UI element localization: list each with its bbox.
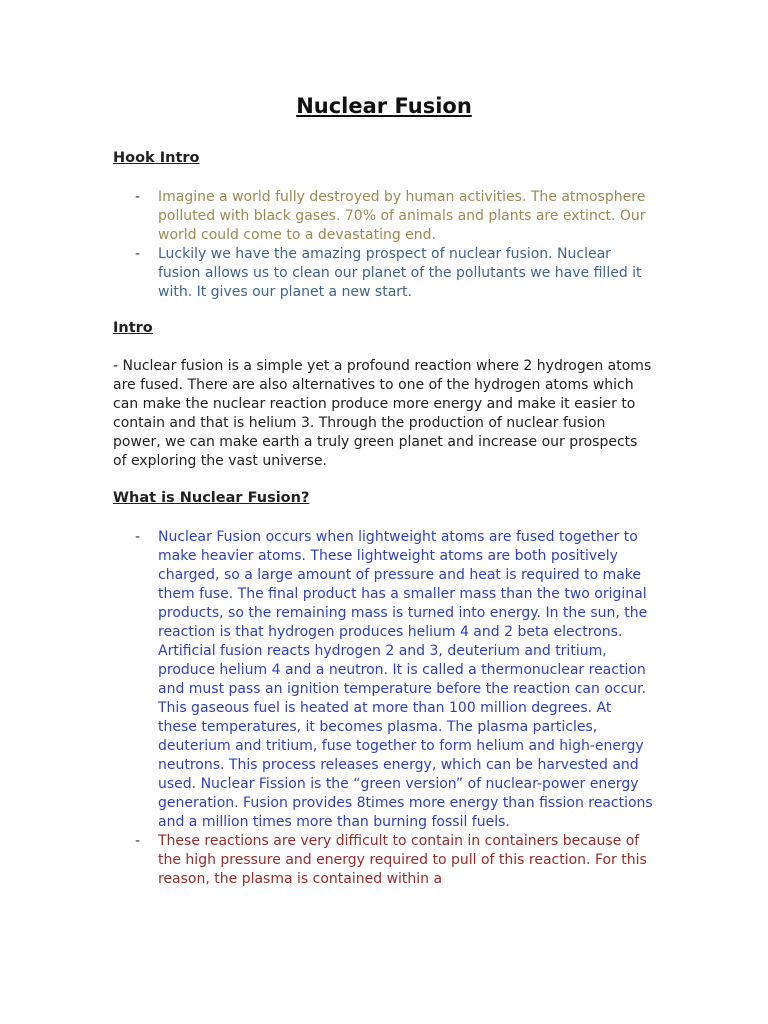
page-title: Nuclear Fusion (296, 94, 472, 118)
list-item-text: Luckily we have the amazing prospect of nuclear fusion. Nuclear fusion allows us to clean our planet of the pollutants we have filled it with. It gives our planet a new start. (158, 246, 642, 300)
bullet-marker: - (135, 246, 141, 262)
bullet-marker: - (135, 833, 141, 849)
list-item (113, 832, 653, 889)
section-heading-intro: Intro (113, 320, 153, 336)
list-item (113, 188, 653, 245)
list-item (113, 245, 653, 302)
list-item-text: These reactions are very difficult to contain in containers because of the high pressure and energy required to pull of this reaction. For this reason, the plasma is contained within a (158, 833, 647, 887)
list-item-text: Nuclear Fusion occurs when lightweight atoms are fused together to make heavier atoms. These lightweight atoms are both positively charged, so a large amount of pressure and heat is required to make them fuse. The final product has a smaller mass than the two original products, so the remaining mass is turned into energy. In the sun, the reaction is that hydrogen produces helium 4 and 2 beta electrons. Artificial fusion reacts hydrogen 2 and 3, deuterium and tritium, produce helium 4 and a neutron. It is called a thermonuclear reaction and must pass an ignition temperature before the reaction can occur. This gaseous fuel is heated at more than 100 million degrees. At these temperatures, it becomes plasma. The plasma particles, deuterium and tritium, fuse together to form helium and high-energy neutrons. This process releases energy, which can be harvested and used. Nuclear Fission is the “green version” of nuclear-power energy generation. Fusion provides 8times more energy than fission reactions and a million times more than burning fossil fuels. (158, 529, 653, 830)
hook-intro-list (113, 188, 653, 302)
list-item (113, 528, 653, 832)
intro-paragraph: - Nuclear fusion is a simple yet a profound reaction where 2 hydrogen atoms are fused. There are also alternatives to one of the hydrogen atoms which can make the nuclear reaction produce more energy and make it easier to contain and that is helium 3. Through the production of nuclear fusion power, we can make earth a truly green planet and increase our prospects of exploring the vast universe. (113, 358, 652, 469)
what-is-fusion-list (113, 528, 653, 889)
section-heading-what-is-nuclear-fusion: What is Nuclear Fusion? (113, 490, 310, 506)
list-item-text: Imagine a world fully destroyed by human activities. The atmosphere polluted with black gases. 70% of animals and plants are extinct. Our world could come to a devastating end. (158, 189, 646, 243)
section-heading-hook-intro: Hook Intro (113, 150, 200, 166)
bullet-marker: - (135, 189, 141, 205)
bullet-marker: - (135, 529, 141, 545)
